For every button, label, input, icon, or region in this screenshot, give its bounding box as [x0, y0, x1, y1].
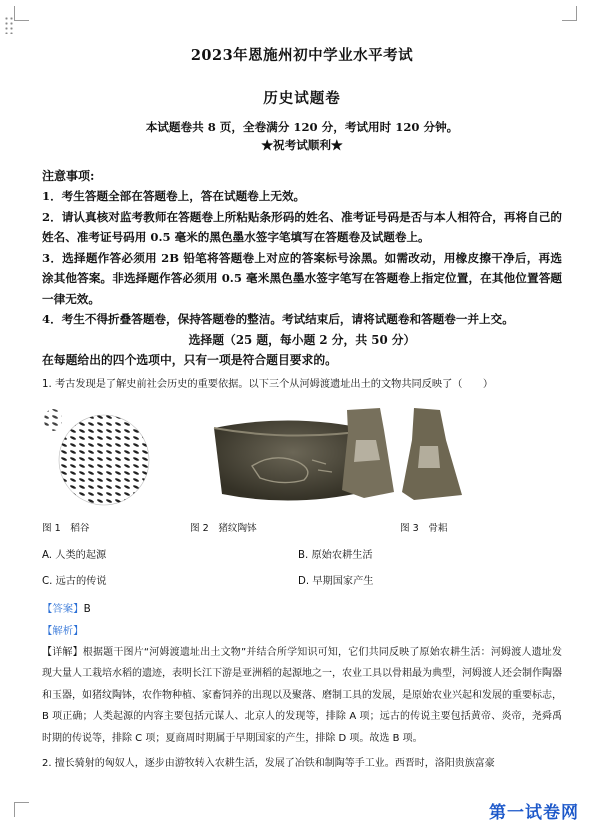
answer-value: B [83, 602, 91, 615]
explanation-paragraph [42, 642, 562, 750]
section-title: 选择题（25 题，每小题 2 分，共 50 分） [188, 332, 416, 347]
crop-mark-bottom-left [14, 802, 29, 817]
answer-tag: 【答案】 [42, 602, 84, 615]
option-c: C. 远古的传说 [42, 575, 107, 587]
notes-heading: 注意事项: [42, 169, 95, 183]
answer-line [42, 600, 562, 618]
question-1-options [42, 546, 562, 596]
figure-captions [42, 520, 562, 536]
option-d: D. 早期国家产生 [298, 575, 374, 587]
question-2-stem: 2. 擅长骑射的匈奴人，逐步由游牧转入农耕生活，发展了冶铁和制陶等手工业。西晋时，洛阳贵族富豪 [42, 758, 495, 769]
exam-subject: 历史试题卷 [263, 90, 341, 107]
figure-3-caption: 图 3 骨耜 [400, 522, 448, 534]
note-item-3: 3．选择题作答必须用 2B 铅笔将答题卷上对应的答案标号涂黑。如需改动，用橡皮擦干净后，再选涂其他答案。非选择题作答必须用 0.5 毫米黑色墨水签字笔写在答题卷上指定位置，在其他位置答题一律无效。 [42, 250, 562, 306]
bone-spade-image [342, 408, 462, 500]
section-instruction: 在每题给出的四个选项中，只有一项是符合题目要求的。 [42, 352, 337, 367]
exam-wish: ★祝考试顺利★ [261, 138, 343, 152]
question-1-figures [42, 400, 562, 520]
figure-1-caption: 图 1 稻谷 [42, 522, 90, 534]
crop-mark-top-right [562, 6, 577, 21]
drag-handle-icon[interactable] [4, 16, 14, 34]
document-page [42, 44, 562, 773]
artifact-images [42, 400, 562, 520]
figure-2-caption: 图 2 猪纹陶钵 [190, 522, 257, 534]
note-item-2: 2．请认真核对监考教师在答题卷上所粘贴条形码的姓名、准考证号码是否与本人相符合，再将自己的姓名、准考证号码用 0.5 毫米的黑色墨水签字笔填写在答题卷及试题卷上。 [42, 209, 562, 244]
rice-grain-image [44, 409, 149, 505]
explanation-tag: 【详解】 [42, 646, 83, 658]
note-item-1: 1．考生答题全部在答题卷上，答在试题卷上无效。 [42, 189, 306, 203]
option-b: B. 原始农耕生活 [298, 549, 373, 561]
analysis-tag: 【解析】 [42, 624, 84, 637]
exam-title: 2023年恩施州初中学业水平考试 [190, 47, 414, 64]
option-a: A. 人类的起源 [42, 549, 107, 561]
watermark-logo: 第一试卷网 [489, 803, 579, 823]
crop-mark-top-left [14, 6, 29, 21]
note-item-4: 4．考生不得折叠答题卷，保持答题卷的整洁。考试结束后，请将试题卷和答题卷一并上交。 [42, 312, 514, 326]
explanation-text: 根据题干图片“河姆渡遗址出土文物”并结合所学知识可知，它们共同反映了原始农耕生活：河姆渡人遗址发现大量人工栽培水稻的遗迹，表明长江下游是亚洲稻的起源地之一，农业工具以骨耜最为典型，河姆渡人还会制作陶器和玉器，如猪纹陶钵，农作物种植、家畜饲养的出现以及聚落、磨制工具的发展，是原始农业兴起和发展的重要标志，B 项正确；人类起源的内容主要包括元谋人、北京人的发现等，排除 A 项；远古的传说主要包括黄帝、炎帝，尧舜禹时期的传说等，排除 C 项；夏商周时期属于早期国家的产生，排除 D 项。故选 B 项。 [42, 646, 562, 744]
exam-info: 本试题卷共 8 页，全卷满分 120 分，考试用时 120 分钟。 [145, 120, 459, 134]
question-1-stem: 1. 考古发现是了解史前社会历史的重要依据。以下三个从河姆渡遗址出土的文物共同反映了（ ） [42, 378, 494, 390]
